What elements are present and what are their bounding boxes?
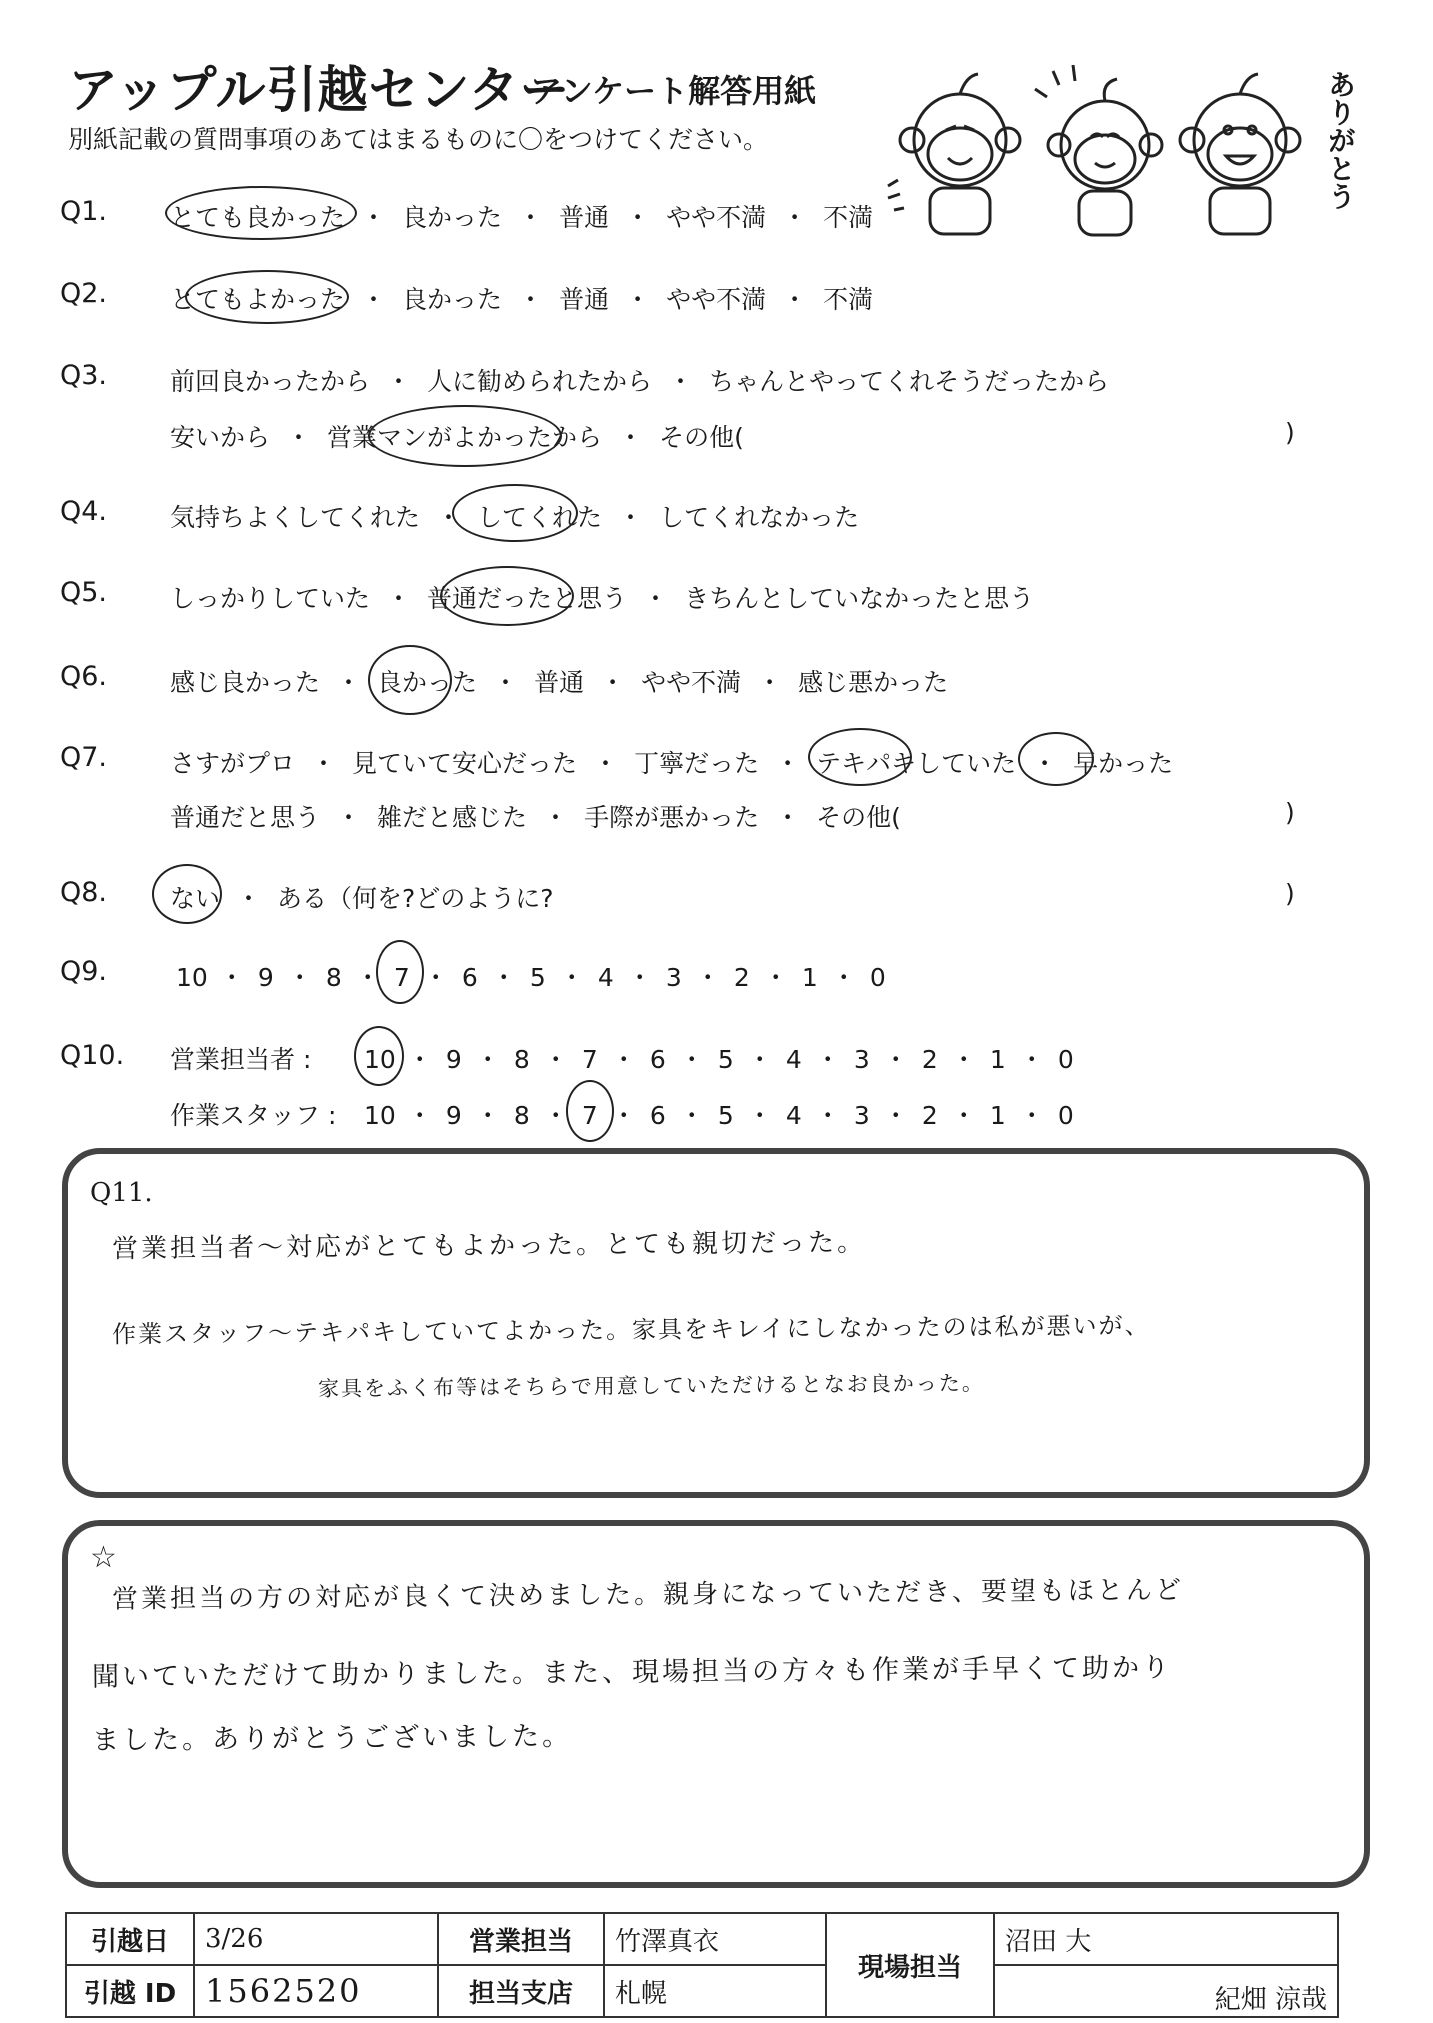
q3-option[interactable]: 人に勧められたから bbox=[427, 367, 653, 396]
q10-sales-value[interactable]: 1 bbox=[989, 1045, 1006, 1074]
q10-sales-value[interactable]: 5 bbox=[717, 1045, 734, 1074]
q7-options-line1: さすがプロ ・ 見ていて安心だった ・ 丁寧だった ・ テキパキしていた ・ 早かった bbox=[170, 749, 1174, 778]
q10-staff-value[interactable]: 2 bbox=[921, 1101, 938, 1130]
q3-option[interactable]: 営業マンがよかったから bbox=[327, 423, 603, 452]
q3-option[interactable]: 安いから bbox=[170, 423, 271, 452]
q5-label: Q5. bbox=[60, 577, 108, 608]
q9-value[interactable]: 2 bbox=[733, 963, 750, 992]
q7-option[interactable]: 普通だと思う bbox=[170, 803, 321, 832]
q11-handwritten-line: 家具をふく布等はそちらで用意していただけるとなお良かった。 bbox=[317, 1371, 985, 1401]
star-icon: ☆ bbox=[90, 1540, 117, 1575]
q11-label: Q11. bbox=[90, 1178, 153, 1208]
q6-option[interactable]: 良かった bbox=[377, 668, 478, 697]
q2-option[interactable]: やや不満 bbox=[666, 285, 767, 314]
move-id-label: 引越 ID bbox=[66, 1965, 194, 2017]
q9-value[interactable]: 10 bbox=[176, 963, 208, 992]
q6-option[interactable]: 感じ悪かった bbox=[798, 668, 949, 697]
q8-option[interactable]: ない bbox=[170, 884, 221, 913]
q9-value[interactable]: 9 bbox=[257, 963, 274, 992]
q6-option[interactable]: 普通 bbox=[534, 668, 585, 697]
sales-rep-label: 営業担当 bbox=[438, 1913, 604, 1965]
q10-staff-value[interactable]: 8 bbox=[513, 1101, 530, 1130]
site-rep-label: 現場担当 bbox=[826, 1913, 994, 2017]
q5-option[interactable]: 普通だったと思う bbox=[427, 584, 628, 613]
q9-value[interactable]: 5 bbox=[529, 963, 546, 992]
q4-option[interactable]: 気持ちよくしてくれた bbox=[170, 503, 421, 532]
q7-option[interactable]: 見ていて安心だった bbox=[352, 749, 578, 778]
q10-sales-value[interactable]: 2 bbox=[921, 1045, 938, 1074]
q9-scale: 10 ・ 9 ・ 8 ・ 7 ・ 6 ・ 5 ・ 4 ・ 3 ・ 2 ・ 1 ・ 0 bbox=[176, 958, 888, 994]
company-name: アップル引越センター bbox=[68, 61, 571, 119]
q3-label: Q3. bbox=[60, 360, 108, 391]
q10-sales-value[interactable]: 8 bbox=[513, 1045, 530, 1074]
q6-label: Q6. bbox=[60, 661, 108, 692]
q1-label: Q1. bbox=[60, 196, 108, 227]
q2-label: Q2. bbox=[60, 278, 108, 309]
q10-staff-value[interactable]: 9 bbox=[445, 1101, 462, 1130]
move-date-value[interactable]: 3/26 bbox=[194, 1913, 438, 1965]
q6-options: 感じ良かった ・ 良かった ・ 普通 ・ やや不満 ・ 感じ悪かった bbox=[170, 668, 949, 697]
q9-value[interactable]: 7 bbox=[393, 963, 410, 992]
q2-options: とてもよかった ・ 良かった ・ 普通 ・ やや不満 ・ 不満 bbox=[170, 285, 874, 314]
q4-options: 気持ちよくしてくれた ・ してくれた ・ してくれなかった bbox=[170, 503, 860, 532]
q7-close-paren: ) bbox=[1285, 798, 1295, 827]
instruction-text: 別紙記載の質問事項のあてはまるものに〇をつけてください。 bbox=[68, 125, 769, 154]
q9-value[interactable]: 3 bbox=[665, 963, 682, 992]
q7-options-line2: 普通だと思う ・ 雑だと感じた ・ 手際が悪かった ・ その他( bbox=[170, 803, 901, 832]
sales-rep-value[interactable]: 竹澤真衣 bbox=[604, 1913, 826, 1965]
q3-options-line1: 前回良かったから ・ 人に勧められたから ・ ちゃんとやってくれそうだったから bbox=[170, 367, 1110, 396]
q8-option[interactable]: ある（何を?どのように? bbox=[277, 884, 554, 913]
q9-value[interactable]: 4 bbox=[597, 963, 614, 992]
branch-value[interactable]: 札幌 bbox=[604, 1965, 826, 2017]
form-title: アンケート解答用紙 bbox=[530, 72, 817, 110]
q10-sales-value[interactable]: 0 bbox=[1057, 1045, 1074, 1074]
q2-option[interactable]: 良かった bbox=[402, 285, 503, 314]
q3-options-line2: 安いから ・ 営業マンがよかったから ・ その他( bbox=[170, 423, 744, 452]
q6-option[interactable]: やや不満 bbox=[641, 668, 742, 697]
q1-option[interactable]: やや不満 bbox=[666, 203, 767, 232]
q10-staff-label: 作業スタッフ : bbox=[170, 1101, 337, 1130]
move-id-value[interactable]: 1562520 bbox=[194, 1965, 438, 2017]
q9-value[interactable]: 8 bbox=[325, 963, 342, 992]
q7-label: Q7. bbox=[60, 742, 108, 773]
q1-option[interactable]: とても良かった bbox=[170, 203, 346, 232]
q5-options: しっかりしていた ・ 普通だったと思う ・ きちんとしていなかったと思う bbox=[170, 584, 1035, 613]
q7-option[interactable]: 丁寧だった bbox=[634, 749, 760, 778]
q2-option[interactable]: 普通 bbox=[559, 285, 610, 314]
q10-staff-value[interactable]: 10 bbox=[364, 1101, 396, 1130]
q10-staff-value[interactable]: 5 bbox=[717, 1101, 734, 1130]
q7-option[interactable]: 雑だと感じた bbox=[377, 803, 528, 832]
q4-label: Q4. bbox=[60, 496, 108, 527]
q10-staff-value[interactable]: 4 bbox=[785, 1101, 802, 1130]
q9-label: Q9. bbox=[60, 956, 108, 987]
q11-handwritten-line: 作業スタッフ〜テキパキしていてよかった。家具をキレイにしなかったのは私が悪いが、 bbox=[111, 1311, 1151, 1349]
site-rep-value-2[interactable]: 紀畑 涼哉 bbox=[994, 1965, 1338, 2017]
q10-staff-value[interactable]: 0 bbox=[1057, 1101, 1074, 1130]
q8-close-paren: ) bbox=[1285, 879, 1295, 908]
q6-option[interactable]: 感じ良かった bbox=[170, 668, 321, 697]
q1-option[interactable]: 良かった bbox=[402, 203, 503, 232]
q9-value[interactable]: 1 bbox=[801, 963, 818, 992]
q3-close-paren: ) bbox=[1285, 418, 1295, 447]
q10-sales-label: 営業担当者 : bbox=[170, 1045, 312, 1074]
site-rep-value-1[interactable]: 沼田 大 bbox=[994, 1913, 1338, 1965]
move-date-label: 引越日 bbox=[66, 1913, 194, 1965]
q1-options: とても良かった ・ 良かった ・ 普通 ・ やや不満 ・ 不満 bbox=[170, 203, 874, 232]
q10-sales-value[interactable]: 9 bbox=[445, 1045, 462, 1074]
q10-label: Q10. bbox=[60, 1040, 125, 1071]
comment-handwritten-line: 聞いていただけて助かりました。また、現場担当の方々も作業が手早くて助かり bbox=[91, 1652, 1173, 1693]
q3-option[interactable]: その他( bbox=[659, 423, 744, 452]
comment-handwritten-line: 営業担当の方の対応が良くて決めました。親身になっていただき、要望もほとんど bbox=[111, 1575, 1185, 1615]
q10-sales-value[interactable]: 6 bbox=[649, 1045, 666, 1074]
q7-option[interactable]: 早かった bbox=[1073, 749, 1174, 778]
q5-option[interactable]: しっかりしていた bbox=[170, 584, 371, 613]
q9-value[interactable]: 0 bbox=[869, 963, 886, 992]
q10-sales-value[interactable]: 3 bbox=[853, 1045, 870, 1074]
q11-handwritten-line: 営業担当者〜対応がとてもよかった。とても親切だった。 bbox=[111, 1227, 867, 1265]
q8-label: Q8. bbox=[60, 877, 108, 908]
footer-info-table bbox=[65, 1912, 1339, 2018]
q10-sales-value[interactable]: 7 bbox=[581, 1045, 598, 1074]
q3-option[interactable]: 前回良かったから bbox=[170, 367, 371, 396]
comment-handwritten-line: ました。ありがとうございました。 bbox=[91, 1720, 573, 1757]
q7-option[interactable]: その他( bbox=[816, 803, 901, 832]
monkey-mascots-illustration bbox=[880, 60, 1360, 250]
q7-option[interactable]: さすがプロ bbox=[170, 749, 296, 778]
q10-staff-value[interactable]: 6 bbox=[649, 1101, 666, 1130]
q5-option[interactable]: きちんとしていなかったと思う bbox=[684, 584, 1035, 613]
q4-option[interactable]: してくれた bbox=[477, 503, 603, 532]
branch-label: 担当支店 bbox=[438, 1965, 604, 2017]
q8-options: ない ・ ある（何を?どのように? bbox=[170, 884, 554, 913]
q2-option[interactable]: とてもよかった bbox=[170, 285, 346, 314]
q2-option[interactable]: 不満 bbox=[823, 285, 874, 314]
thank-you-text: ありがとう bbox=[1324, 70, 1357, 210]
q4-option[interactable]: してくれなかった bbox=[659, 503, 860, 532]
q7-option[interactable]: 手際が悪かった bbox=[584, 803, 760, 832]
q10-sales-scale: 10 ・ 9 ・ 8 ・ 7 ・ 6 ・ 5 ・ 4 ・ 3 ・ 2 ・ 1 ・ 0 bbox=[364, 1040, 1076, 1076]
q1-option[interactable]: 普通 bbox=[559, 203, 610, 232]
q9-value[interactable]: 6 bbox=[461, 963, 478, 992]
q7-option[interactable]: テキパキしていた bbox=[816, 749, 1017, 778]
q3-option[interactable]: ちゃんとやってくれそうだったから bbox=[709, 367, 1110, 396]
q10-staff-value[interactable]: 7 bbox=[581, 1101, 598, 1130]
q10-sales-value[interactable]: 4 bbox=[785, 1045, 802, 1074]
q10-sales-value[interactable]: 10 bbox=[364, 1045, 396, 1074]
q1-option[interactable]: 不満 bbox=[823, 203, 874, 232]
q10-staff-value[interactable]: 1 bbox=[989, 1101, 1006, 1130]
q10-staff-value[interactable]: 3 bbox=[853, 1101, 870, 1130]
q10-staff-scale: 10 ・ 9 ・ 8 ・ 7 ・ 6 ・ 5 ・ 4 ・ 3 ・ 2 ・ 1 ・ 0 bbox=[364, 1096, 1076, 1132]
